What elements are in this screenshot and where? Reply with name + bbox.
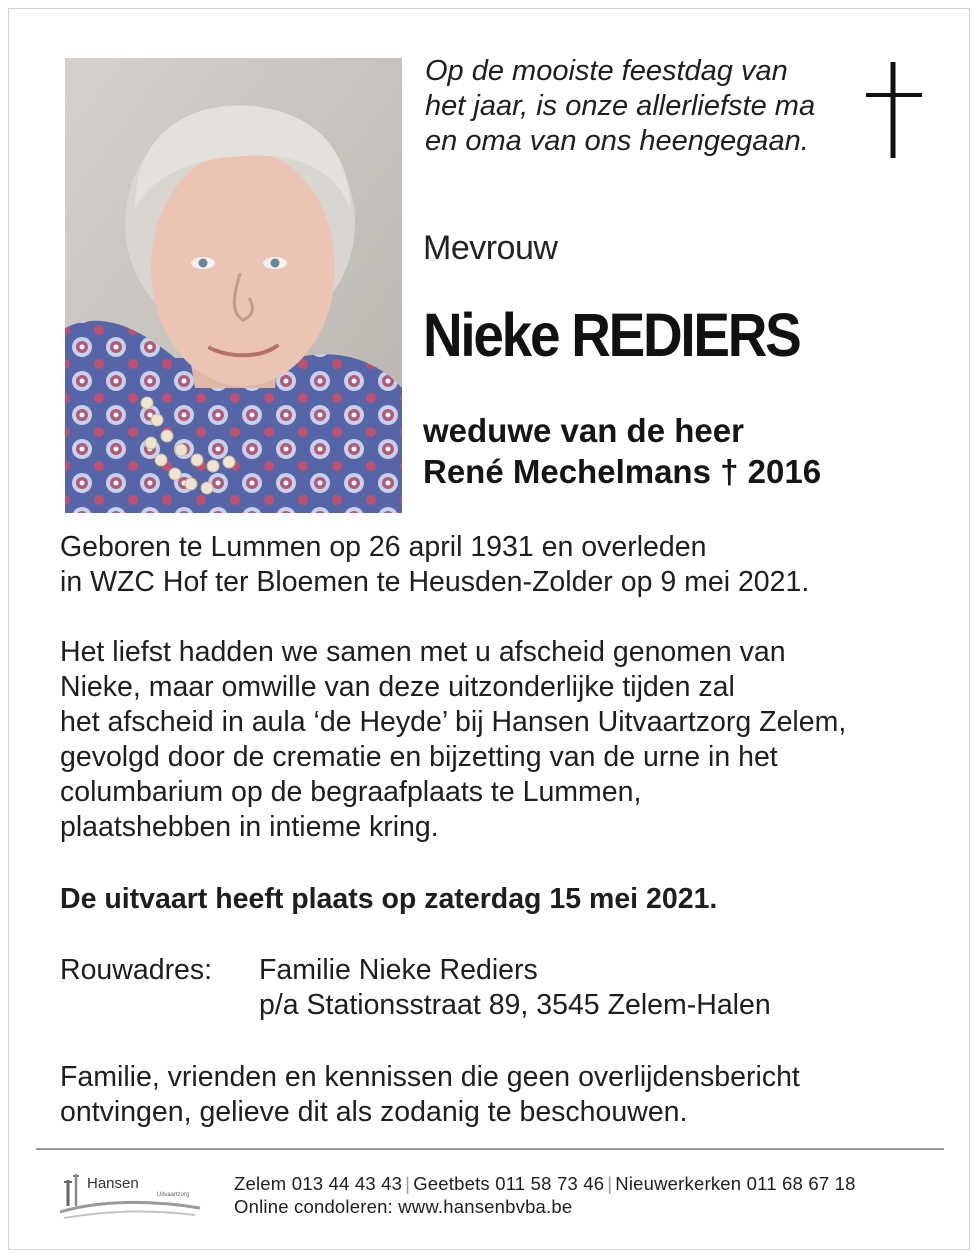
cross-icon: [866, 62, 922, 158]
text-line: in WZC Hof ter Bloemen te Heusden-Zolder op 9 mei 2021.: [60, 566, 810, 598]
office-phones: [234, 1172, 856, 1195]
office-nieuwerkerken: Nieuwerkerken 011 68 67 18: [615, 1173, 856, 1194]
address-label: Rouwadres:: [60, 954, 213, 986]
poem-line: en oma van ons heengegaan.: [425, 125, 809, 157]
text-line: Het liefst hadden we samen met u afscheid genomen van: [60, 636, 786, 668]
widow-line: weduwe van de heer: [423, 412, 744, 449]
poem-line: het jaar, is onze allerliefste ma: [425, 90, 816, 122]
separator: |: [607, 1173, 613, 1194]
address-line: Familie Nieke Rediers: [259, 954, 538, 986]
birth-death-info: [60, 530, 809, 600]
office-zelem: Zelem 013 44 43 43: [234, 1173, 403, 1194]
address-value: [259, 953, 771, 1023]
text-line: het afscheid in aula ‘de Heyde’ bij Hansen Uitvaartzorg Zelem,: [60, 706, 847, 738]
logo-subtitle: Uitvaartzorg: [157, 1192, 190, 1198]
office-geetbets: Geetbets 011 58 73 46: [413, 1173, 605, 1194]
address-line: p/a Stationsstraat 89, 3545 Zelem-Halen: [259, 989, 771, 1021]
portrait-photo: [65, 58, 402, 513]
widow-of: [423, 410, 821, 492]
logo-name: Hansen: [87, 1175, 139, 1192]
footer-contact: [234, 1172, 856, 1218]
hansen-logo: [60, 1170, 210, 1222]
salutation: Mevrouw: [423, 229, 558, 267]
text-line: Geboren te Lummen op 26 april 1931 en overleden: [60, 531, 707, 563]
text-line: plaatshebben in intieme kring.: [60, 811, 439, 843]
footer-divider: [36, 1148, 944, 1150]
poem-line: Op de mooiste feestdag van: [425, 55, 788, 87]
farewell-paragraph: [60, 635, 846, 845]
family-note: [60, 1060, 800, 1130]
text-line: Familie, vrienden en kennissen die geen overlijdensbericht: [60, 1061, 800, 1093]
text-line: Nieke, maar omwille van deze uitzonderlijke tijden zal: [60, 671, 735, 703]
widow-line: René Mechelmans † 2016: [423, 453, 822, 490]
funeral-date: De uitvaart heeft plaats op zaterdag 15 mei 2021.: [60, 883, 718, 915]
text-line: columbarium op de begraafplaats te Lummen,: [60, 776, 642, 808]
memorial-poem: [425, 54, 855, 159]
deceased-name: Nieke REDIERS: [423, 301, 800, 369]
online-condolence: Online condoleren: www.hansenbvba.be: [234, 1196, 573, 1217]
portrait-illustration: [65, 58, 402, 513]
text-line: ontvingen, gelieve dit als zodanig te beschouwen.: [60, 1096, 688, 1128]
separator: |: [405, 1173, 411, 1194]
text-line: gevolgd door de crematie en bijzetting van de urne in het: [60, 741, 778, 773]
